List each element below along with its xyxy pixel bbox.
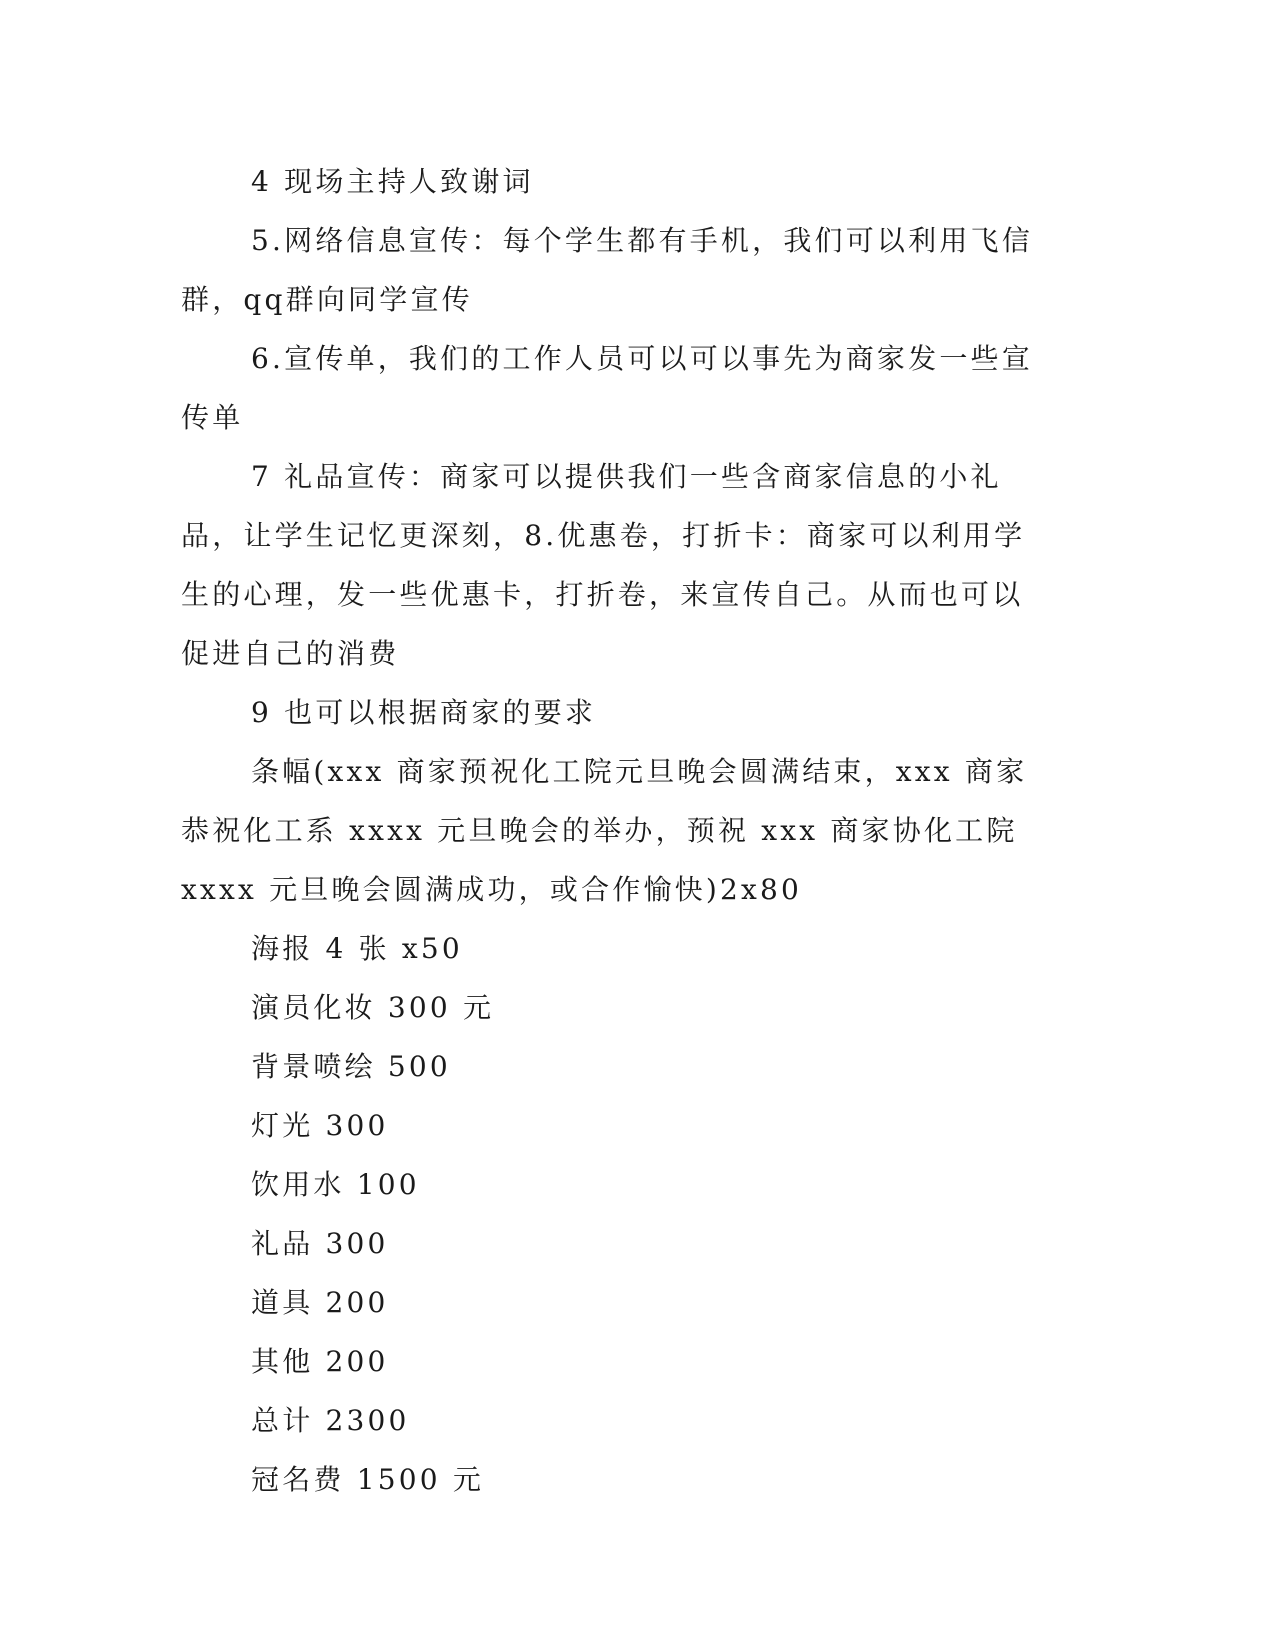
budget-item-other: 其他 200: [251, 1345, 389, 1378]
paragraph-gift-publicity: 7 礼品宣传：商家可以提供我们一些含商家信息的小礼品，让学生记忆更深刻，8.优惠卷，打折卡：商家可以利用学生的心理，发一些优惠卡，打折卷，来宣传自己。从而也可以促进自己的消费: [181, 460, 1026, 670]
budget-item-posters: 海报 4 张 x50: [251, 932, 463, 965]
budget-total: 总计 2300: [251, 1404, 410, 1437]
budget-item-water: 饮用水 100: [251, 1168, 420, 1201]
budget-item-lighting: 灯光 300: [251, 1109, 389, 1142]
paragraph-flyers: 6.宣传单，我们的工作人员可以可以事先为商家发一些宣传单: [181, 342, 1033, 434]
document-body: [181, 152, 1036, 1509]
paragraph-merchant-requests: 9 也可以根据商家的要求: [251, 696, 597, 729]
sponsorship-fee: 冠名费 1500 元: [251, 1463, 485, 1496]
paragraph-closing-speech: 4 现场主持人致谢词: [251, 165, 534, 198]
budget-item-gifts: 礼品 300: [251, 1227, 389, 1260]
budget-item-makeup: 演员化妆 300 元: [251, 991, 495, 1024]
budget-item-backdrop: 背景喷绘 500: [251, 1050, 451, 1083]
paragraph-banner: 条幅(xxx 商家预祝化工院元旦晚会圆满结束，xxx 商家恭祝化工系 xxxx 元旦晚会的举办，预祝 xxx 商家协化工院 xxxx 元旦晚会圆满成功，或合作愉快)2x80: [181, 755, 1028, 906]
paragraph-online-publicity: 5.网络信息宣传：每个学生都有手机，我们可以利用飞信群，qq群向同学宣传: [181, 224, 1033, 316]
budget-item-props: 道具 200: [251, 1286, 389, 1319]
